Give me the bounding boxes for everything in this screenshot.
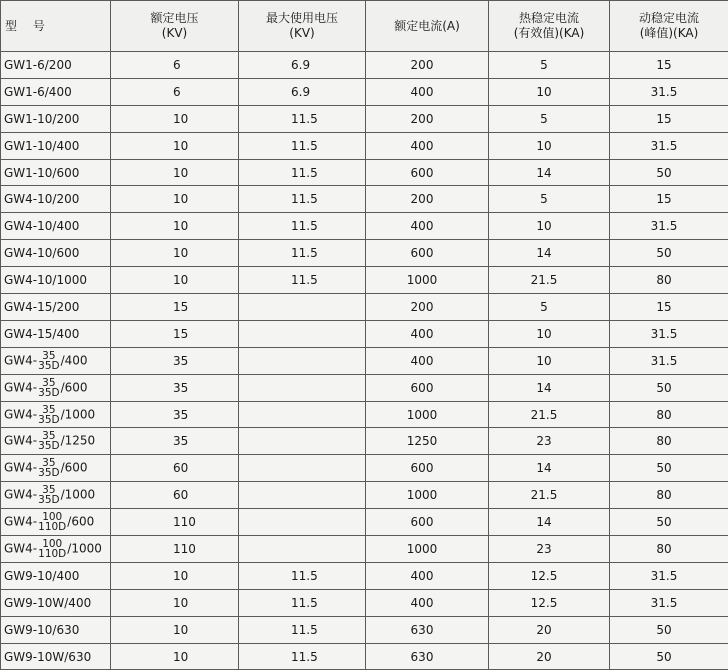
fraction-numerator: 35 [38, 458, 59, 468]
rated-current-cell: 400 [366, 213, 489, 240]
dynamic-current-cell: 15 [610, 294, 728, 321]
table-row [1, 401, 728, 428]
header-row [1, 1, 728, 52]
rated-current-cell: 600 [366, 509, 489, 536]
rated-voltage-cell: 10 [111, 562, 239, 589]
table-row [1, 159, 728, 186]
fraction-denominator: 35D [38, 415, 59, 425]
model-cell [1, 482, 111, 509]
max-voltage-cell: 11.5 [239, 589, 366, 616]
thermal-current-cell: 5 [489, 294, 610, 321]
thermal-current-cell: 10 [489, 347, 610, 374]
thermal-current-cell: 5 [489, 105, 610, 132]
header-model: 型 号 [1, 1, 111, 52]
rated-current-cell: 1250 [366, 428, 489, 455]
header-thermal-current: 热稳定电流 (有效值)(KA) [489, 1, 610, 52]
table-row [1, 455, 728, 482]
rated-current-cell: 630 [366, 616, 489, 643]
fraction-denominator: 35D [38, 495, 59, 505]
thermal-current-cell: 10 [489, 78, 610, 105]
max-voltage-cell: 11.5 [239, 186, 366, 213]
rated-current-cell: 1000 [366, 401, 489, 428]
max-voltage-cell: 6.9 [239, 78, 366, 105]
table-row [1, 374, 728, 401]
model-suffix: /600 [67, 515, 94, 529]
max-voltage-cell: 11.5 [239, 267, 366, 294]
model-cell: GW4-15/400 [1, 320, 111, 347]
rated-voltage-cell: 10 [111, 213, 239, 240]
model-suffix: /1250 [61, 434, 96, 448]
max-voltage-cell: 6.9 [239, 52, 366, 79]
rated-voltage-cell: 10 [111, 589, 239, 616]
max-voltage-cell: 11.5 [239, 240, 366, 267]
model-cell: GW9-10W/400 [1, 589, 111, 616]
table-row [1, 482, 728, 509]
rated-current-cell: 600 [366, 159, 489, 186]
model-voltage-fraction [38, 378, 59, 398]
thermal-current-cell: 14 [489, 509, 610, 536]
fraction-numerator: 35 [38, 351, 59, 361]
model-prefix: GW4- [4, 541, 37, 555]
model-cell: GW9-10/630 [1, 616, 111, 643]
max-voltage-cell: 11.5 [239, 616, 366, 643]
dynamic-current-cell: 31.5 [610, 589, 728, 616]
max-voltage-cell: 11.5 [239, 562, 366, 589]
model-cell [1, 536, 111, 563]
model-cell: GW9-10W/630 [1, 643, 111, 670]
max-voltage-cell [239, 455, 366, 482]
model-suffix: /1000 [61, 407, 96, 421]
rated-voltage-cell: 60 [111, 455, 239, 482]
thermal-current-cell: 14 [489, 455, 610, 482]
model-cell: GW1-6/400 [1, 78, 111, 105]
rated-current-cell: 400 [366, 132, 489, 159]
fraction-denominator: 35D [38, 441, 59, 451]
thermal-current-cell: 10 [489, 213, 610, 240]
thermal-current-cell: 12.5 [489, 589, 610, 616]
fraction-numerator: 100 [38, 512, 66, 522]
model-cell [1, 509, 111, 536]
table-row [1, 320, 728, 347]
rated-current-cell: 600 [366, 455, 489, 482]
rated-current-cell: 600 [366, 374, 489, 401]
model-cell [1, 428, 111, 455]
thermal-current-cell: 21.5 [489, 401, 610, 428]
model-voltage-fraction [38, 458, 59, 478]
max-voltage-cell: 11.5 [239, 105, 366, 132]
table-row [1, 562, 728, 589]
model-cell: GW4-10/600 [1, 240, 111, 267]
model-cell [1, 374, 111, 401]
thermal-current-cell: 10 [489, 320, 610, 347]
dynamic-current-cell: 31.5 [610, 78, 728, 105]
table-row [1, 186, 728, 213]
rated-current-cell: 400 [366, 320, 489, 347]
dynamic-current-cell: 15 [610, 105, 728, 132]
header-max-voltage: 最大使用电压 (KV) [239, 1, 366, 52]
model-prefix: GW4- [4, 515, 37, 529]
max-voltage-cell [239, 428, 366, 455]
rated-voltage-cell: 15 [111, 294, 239, 321]
table-row [1, 589, 728, 616]
dynamic-current-cell: 80 [610, 428, 728, 455]
fraction-denominator: 35D [38, 361, 59, 371]
table-row [1, 105, 728, 132]
dynamic-current-cell: 80 [610, 482, 728, 509]
fraction-denominator: 110D [38, 522, 66, 532]
thermal-current-cell: 14 [489, 240, 610, 267]
rated-voltage-cell: 10 [111, 643, 239, 670]
fraction-numerator: 35 [38, 431, 59, 441]
header-rated-current: 额定电流(A) [366, 1, 489, 52]
max-voltage-cell: 11.5 [239, 213, 366, 240]
table-row [1, 347, 728, 374]
table-row [1, 616, 728, 643]
rated-current-cell: 400 [366, 347, 489, 374]
rated-voltage-cell: 35 [111, 401, 239, 428]
model-cell: GW4-10/400 [1, 213, 111, 240]
dynamic-current-cell: 31.5 [610, 347, 728, 374]
dynamic-current-cell: 15 [610, 52, 728, 79]
rated-voltage-cell: 35 [111, 428, 239, 455]
max-voltage-cell: 11.5 [239, 643, 366, 670]
fraction-denominator: 35D [38, 388, 59, 398]
rated-current-cell: 400 [366, 562, 489, 589]
dynamic-current-cell: 31.5 [610, 132, 728, 159]
rated-current-cell: 200 [366, 52, 489, 79]
model-voltage-fraction [38, 351, 59, 371]
header-dynamic-current: 动稳定电流 (峰值)(KA) [610, 1, 728, 52]
model-cell: GW1-10/200 [1, 105, 111, 132]
rated-voltage-cell: 110 [111, 509, 239, 536]
model-cell: GW1-10/400 [1, 132, 111, 159]
rated-current-cell: 1000 [366, 267, 489, 294]
table-row [1, 132, 728, 159]
dynamic-current-cell: 50 [610, 240, 728, 267]
rated-voltage-cell: 60 [111, 482, 239, 509]
thermal-current-cell: 20 [489, 643, 610, 670]
max-voltage-cell [239, 374, 366, 401]
table-row [1, 536, 728, 563]
dynamic-current-cell: 31.5 [610, 320, 728, 347]
rated-current-cell: 200 [366, 294, 489, 321]
dynamic-current-cell: 31.5 [610, 213, 728, 240]
dynamic-current-cell: 50 [610, 616, 728, 643]
rated-voltage-cell: 15 [111, 320, 239, 347]
thermal-current-cell: 5 [489, 52, 610, 79]
model-voltage-fraction [38, 485, 59, 505]
thermal-current-cell: 21.5 [489, 482, 610, 509]
model-prefix: GW4- [4, 488, 37, 502]
rated-voltage-cell: 10 [111, 186, 239, 213]
dynamic-current-cell: 50 [610, 374, 728, 401]
model-cell: GW4-10/1000 [1, 267, 111, 294]
thermal-current-cell: 12.5 [489, 562, 610, 589]
model-prefix: GW4- [4, 407, 37, 421]
rated-voltage-cell: 10 [111, 105, 239, 132]
table-row [1, 643, 728, 670]
fraction-denominator: 35D [38, 468, 59, 478]
rated-current-cell: 1000 [366, 536, 489, 563]
rated-voltage-cell: 6 [111, 52, 239, 79]
fraction-numerator: 35 [38, 405, 59, 415]
thermal-current-cell: 21.5 [489, 267, 610, 294]
rated-current-cell: 1000 [366, 482, 489, 509]
model-cell [1, 401, 111, 428]
max-voltage-cell [239, 401, 366, 428]
table-row [1, 509, 728, 536]
header-rated-voltage: 额定电压 (KV) [111, 1, 239, 52]
model-cell: GW1-6/200 [1, 52, 111, 79]
max-voltage-cell [239, 536, 366, 563]
model-prefix: GW4- [4, 353, 37, 367]
thermal-current-cell: 14 [489, 374, 610, 401]
rated-voltage-cell: 110 [111, 536, 239, 563]
rated-voltage-cell: 10 [111, 267, 239, 294]
dynamic-current-cell: 80 [610, 267, 728, 294]
table-row [1, 213, 728, 240]
model-cell: GW1-10/600 [1, 159, 111, 186]
rated-voltage-cell: 10 [111, 240, 239, 267]
model-cell [1, 347, 111, 374]
rated-current-cell: 200 [366, 105, 489, 132]
fraction-numerator: 35 [38, 378, 59, 388]
model-cell [1, 455, 111, 482]
fraction-numerator: 35 [38, 485, 59, 495]
dynamic-current-cell: 50 [610, 509, 728, 536]
rated-current-cell: 200 [366, 186, 489, 213]
rated-current-cell: 600 [366, 240, 489, 267]
model-voltage-fraction [38, 405, 59, 425]
thermal-current-cell: 23 [489, 536, 610, 563]
model-cell: GW4-10/200 [1, 186, 111, 213]
dynamic-current-cell: 31.5 [610, 562, 728, 589]
rated-voltage-cell: 35 [111, 374, 239, 401]
model-suffix: /600 [61, 461, 88, 475]
rated-current-cell: 400 [366, 78, 489, 105]
model-voltage-fraction [38, 431, 59, 451]
thermal-current-cell: 14 [489, 159, 610, 186]
max-voltage-cell [239, 320, 366, 347]
thermal-current-cell: 20 [489, 616, 610, 643]
max-voltage-cell [239, 482, 366, 509]
rated-voltage-cell: 6 [111, 78, 239, 105]
model-prefix: GW4- [4, 434, 37, 448]
fraction-denominator: 110D [38, 549, 66, 559]
table-row [1, 428, 728, 455]
rated-current-cell: 630 [366, 643, 489, 670]
table-row [1, 78, 728, 105]
max-voltage-cell [239, 509, 366, 536]
thermal-current-cell: 23 [489, 428, 610, 455]
table-row [1, 294, 728, 321]
model-prefix: GW4- [4, 380, 37, 394]
max-voltage-cell: 11.5 [239, 132, 366, 159]
table-row [1, 240, 728, 267]
table-row [1, 267, 728, 294]
model-voltage-fraction [38, 539, 66, 559]
rated-voltage-cell: 10 [111, 132, 239, 159]
fraction-numerator: 100 [38, 539, 66, 549]
model-voltage-fraction [38, 512, 66, 532]
model-suffix: /1000 [61, 488, 96, 502]
table-row [1, 52, 728, 79]
rated-voltage-cell: 10 [111, 159, 239, 186]
rated-current-cell: 400 [366, 589, 489, 616]
dynamic-current-cell: 15 [610, 186, 728, 213]
max-voltage-cell [239, 347, 366, 374]
rated-voltage-cell: 10 [111, 616, 239, 643]
thermal-current-cell: 5 [489, 186, 610, 213]
model-cell: GW9-10/400 [1, 562, 111, 589]
model-prefix: GW4- [4, 461, 37, 475]
max-voltage-cell [239, 294, 366, 321]
model-suffix: /600 [61, 380, 88, 394]
rated-voltage-cell: 35 [111, 347, 239, 374]
max-voltage-cell: 11.5 [239, 159, 366, 186]
dynamic-current-cell: 50 [610, 159, 728, 186]
dynamic-current-cell: 80 [610, 401, 728, 428]
model-suffix: /400 [61, 353, 88, 367]
dynamic-current-cell: 80 [610, 536, 728, 563]
model-cell: GW4-15/200 [1, 294, 111, 321]
dynamic-current-cell: 50 [610, 643, 728, 670]
thermal-current-cell: 10 [489, 132, 610, 159]
model-suffix: /1000 [67, 541, 102, 555]
dynamic-current-cell: 50 [610, 455, 728, 482]
